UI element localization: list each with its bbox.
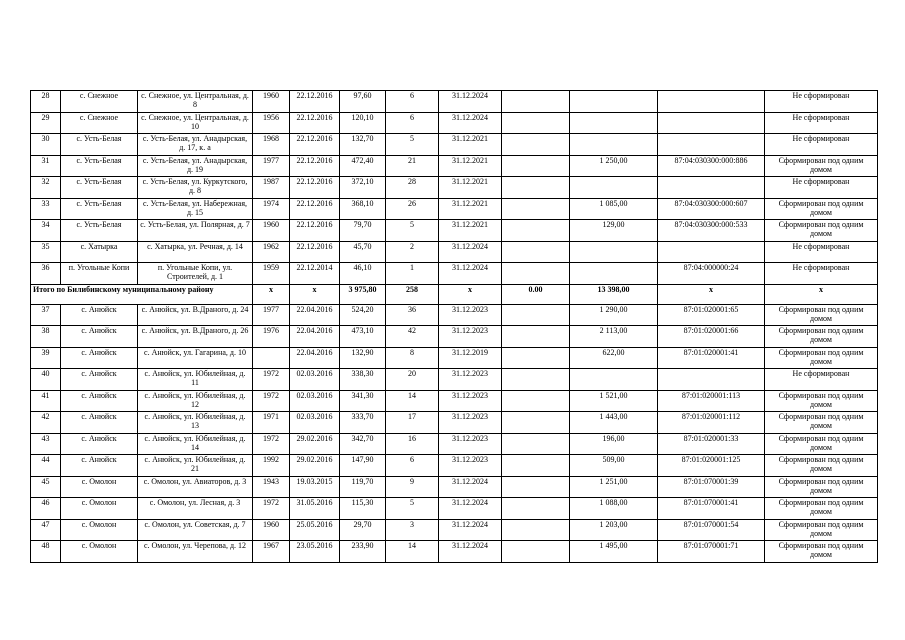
table-row	[31, 433, 878, 455]
cell-status: Сформирован под одним домом	[765, 433, 878, 455]
cell-cadastral: 87:01:020001:65	[658, 304, 765, 326]
cell-date: 22.12.2016	[290, 134, 340, 156]
cell-people: 1	[386, 263, 439, 285]
table-row	[31, 112, 878, 134]
cell-land-area: 1 290,00	[570, 304, 658, 326]
cell-date: 22.12.2016	[290, 91, 340, 113]
table-row	[31, 155, 878, 177]
cell-people: 9	[386, 476, 439, 498]
cell-status: Не сформирован	[765, 369, 878, 391]
cell-deadline: 31.12.2024	[439, 498, 502, 520]
cell-status: Сформирован под одним домом	[765, 347, 878, 369]
cell-year: 1967	[253, 541, 290, 563]
cell-address: с. Анюйск, ул. Юбилейная, д. 11	[138, 369, 253, 391]
cell-status: Сформирован под одним домом	[765, 390, 878, 412]
cell-year: 1943	[253, 476, 290, 498]
cell-status: Не сформирован	[765, 91, 878, 113]
cell-land-area	[570, 369, 658, 391]
cell-area: 372,10	[340, 177, 386, 199]
rows-top	[31, 91, 878, 285]
cell-people: 14	[386, 390, 439, 412]
total-c9: 0.00	[502, 284, 570, 304]
cell-deadline: 31.12.2024	[439, 519, 502, 541]
cell-settlement: с. Снежное	[61, 91, 138, 113]
cell-year: 1962	[253, 241, 290, 263]
cell-number: 33	[31, 198, 61, 220]
cell-settlement: с. Усть-Белая	[61, 134, 138, 156]
cell-c9	[502, 220, 570, 242]
cell-number: 38	[31, 326, 61, 348]
cell-cadastral: 87:04:000000:24	[658, 263, 765, 285]
cell-land-area: 129,00	[570, 220, 658, 242]
cell-c9	[502, 455, 570, 477]
cell-deadline: 31.12.2019	[439, 347, 502, 369]
cell-area: 97,60	[340, 91, 386, 113]
cell-c9	[502, 155, 570, 177]
total-label: Итого по Билибинскому муниципальному району	[31, 284, 253, 304]
cell-land-area	[570, 91, 658, 113]
cell-cadastral	[658, 91, 765, 113]
cell-settlement: с. Анюйск	[61, 390, 138, 412]
cell-year: 1972	[253, 433, 290, 455]
cell-year: 1960	[253, 220, 290, 242]
cell-status: Сформирован под одним домом	[765, 412, 878, 434]
cell-cadastral: 87:01:020001:125	[658, 455, 765, 477]
cell-address: с. Усть-Белая, ул. Анадырская, д. 19	[138, 155, 253, 177]
cell-cadastral: 87:01:020001:33	[658, 433, 765, 455]
cell-c9	[502, 134, 570, 156]
cell-number: 29	[31, 112, 61, 134]
cell-year: 1974	[253, 198, 290, 220]
cell-settlement: с. Анюйск	[61, 347, 138, 369]
cell-date: 22.12.2014	[290, 263, 340, 285]
cell-date: 02.03.2016	[290, 369, 340, 391]
cell-number: 42	[31, 412, 61, 434]
cell-cadastral	[658, 134, 765, 156]
cell-date: 22.04.2016	[290, 347, 340, 369]
cell-deadline: 31.12.2023	[439, 433, 502, 455]
cell-status: Сформирован под одним домом	[765, 498, 878, 520]
cell-c9	[502, 326, 570, 348]
cell-year: 1977	[253, 155, 290, 177]
cell-year: 1972	[253, 498, 290, 520]
cell-year: 1960	[253, 91, 290, 113]
cell-land-area: 1 521,00	[570, 390, 658, 412]
cell-c9	[502, 112, 570, 134]
table-row	[31, 91, 878, 113]
cell-address: с. Анюйск, ул. Юбилейная, д. 14	[138, 433, 253, 455]
cell-status: Не сформирован	[765, 263, 878, 285]
cell-number: 48	[31, 541, 61, 563]
cell-cadastral: 87:01:070001:41	[658, 498, 765, 520]
cell-c9	[502, 91, 570, 113]
cell-number: 36	[31, 263, 61, 285]
cell-date: 22.04.2016	[290, 326, 340, 348]
cell-number: 44	[31, 455, 61, 477]
cell-settlement: с. Хатырка	[61, 241, 138, 263]
cell-people: 6	[386, 112, 439, 134]
cell-status: Сформирован под одним домом	[765, 326, 878, 348]
cell-address: с. Снежное, ул. Центральная, д. 10	[138, 112, 253, 134]
cell-address: с. Омолон, ул. Черепова, д. 12	[138, 541, 253, 563]
cell-date: 22.12.2016	[290, 220, 340, 242]
table-row	[31, 304, 878, 326]
table-row	[31, 220, 878, 242]
cell-c9	[502, 304, 570, 326]
cell-address: с. Омолон, ул. Лесная, д. 3	[138, 498, 253, 520]
table-row	[31, 498, 878, 520]
cell-c9	[502, 433, 570, 455]
cell-land-area: 1 085,00	[570, 198, 658, 220]
cell-address: с. Анюйск, ул. Юбилейная, д. 12	[138, 390, 253, 412]
cell-status: Не сформирован	[765, 134, 878, 156]
cell-cadastral	[658, 112, 765, 134]
cell-settlement: с. Омолон	[61, 519, 138, 541]
cell-settlement: с. Омолон	[61, 541, 138, 563]
cell-status: Не сформирован	[765, 112, 878, 134]
cell-people: 6	[386, 91, 439, 113]
cell-cadastral: 87:01:070001:71	[658, 541, 765, 563]
cell-people: 21	[386, 155, 439, 177]
cell-deadline: 31.12.2021	[439, 220, 502, 242]
cell-c9	[502, 390, 570, 412]
cell-address: с. Снежное, ул. Центральная, д. 8	[138, 91, 253, 113]
cell-c9	[502, 177, 570, 199]
cell-deadline: 31.12.2024	[439, 263, 502, 285]
cell-people: 16	[386, 433, 439, 455]
cell-land-area	[570, 263, 658, 285]
table-row	[31, 347, 878, 369]
cell-number: 37	[31, 304, 61, 326]
table-row	[31, 326, 878, 348]
cell-land-area: 1 203,00	[570, 519, 658, 541]
cell-year: 1987	[253, 177, 290, 199]
cell-c9	[502, 541, 570, 563]
table-row	[31, 541, 878, 563]
table-row	[31, 412, 878, 434]
cell-area: 524,20	[340, 304, 386, 326]
cell-area: 29,70	[340, 519, 386, 541]
table-row	[31, 519, 878, 541]
total-deadline: х	[439, 284, 502, 304]
cell-year: 1972	[253, 369, 290, 391]
cell-land-area: 622,00	[570, 347, 658, 369]
cell-cadastral: 87:01:020001:41	[658, 347, 765, 369]
cell-year	[253, 347, 290, 369]
cell-number: 32	[31, 177, 61, 199]
cell-deadline: 31.12.2021	[439, 134, 502, 156]
cell-area: 341,30	[340, 390, 386, 412]
cell-date: 29.02.2016	[290, 433, 340, 455]
cell-number: 35	[31, 241, 61, 263]
cell-area: 473,10	[340, 326, 386, 348]
cell-land-area: 509,00	[570, 455, 658, 477]
cell-people: 17	[386, 412, 439, 434]
cell-status: Сформирован под одним домом	[765, 198, 878, 220]
cell-deadline: 31.12.2023	[439, 412, 502, 434]
total-date: х	[290, 284, 340, 304]
cell-area: 46,10	[340, 263, 386, 285]
cell-date: 22.12.2016	[290, 112, 340, 134]
cell-number: 28	[31, 91, 61, 113]
cell-cadastral: 87:04:030300:000:886	[658, 155, 765, 177]
cell-people: 26	[386, 198, 439, 220]
cell-address: с. Омолон, ул. Советская, д. 7	[138, 519, 253, 541]
cell-land-area: 1 088,00	[570, 498, 658, 520]
cell-area: 338,30	[340, 369, 386, 391]
cell-status: Не сформирован	[765, 241, 878, 263]
cell-address: с. Омолон, ул. Авиаторов, д. 3	[138, 476, 253, 498]
cell-c9	[502, 198, 570, 220]
total-row	[31, 284, 878, 304]
cell-settlement: с. Анюйск	[61, 304, 138, 326]
cell-area: 472,40	[340, 155, 386, 177]
total-land-area: 13 398,00	[570, 284, 658, 304]
cell-area: 120,10	[340, 112, 386, 134]
total-year: х	[253, 284, 290, 304]
cell-address: с. Анюйск, ул. В.Драного, д. 24	[138, 304, 253, 326]
cell-people: 5	[386, 220, 439, 242]
cell-address: с. Анюйск, ул. В.Драного, д. 26	[138, 326, 253, 348]
cell-cadastral: 87:01:020001:112	[658, 412, 765, 434]
housing-table	[30, 90, 878, 563]
cell-status: Сформирован под одним домом	[765, 155, 878, 177]
cell-date: 25.05.2016	[290, 519, 340, 541]
cell-area: 115,30	[340, 498, 386, 520]
cell-area: 333,70	[340, 412, 386, 434]
cell-status: Сформирован под одним домом	[765, 304, 878, 326]
cell-deadline: 31.12.2024	[439, 241, 502, 263]
cell-cadastral	[658, 177, 765, 199]
cell-cadastral: 87:01:070001:39	[658, 476, 765, 498]
cell-land-area: 1 443,00	[570, 412, 658, 434]
cell-year: 1959	[253, 263, 290, 285]
cell-date: 22.12.2016	[290, 155, 340, 177]
cell-c9	[502, 476, 570, 498]
cell-year: 1960	[253, 519, 290, 541]
cell-people: 36	[386, 304, 439, 326]
rows-bottom	[31, 304, 878, 562]
cell-cadastral	[658, 241, 765, 263]
cell-number: 47	[31, 519, 61, 541]
cell-c9	[502, 369, 570, 391]
cell-address: с. Анюйск, ул. Юбилейная, д. 21	[138, 455, 253, 477]
cell-address: с. Анюйск, ул. Гагарина, д. 10	[138, 347, 253, 369]
cell-address: п. Угольные Копи, ул. Строителей, д. 1	[138, 263, 253, 285]
table-row	[31, 263, 878, 285]
cell-settlement: с. Снежное	[61, 112, 138, 134]
cell-area: 132,90	[340, 347, 386, 369]
cell-settlement: с. Усть-Белая	[61, 155, 138, 177]
cell-people: 14	[386, 541, 439, 563]
cell-number: 34	[31, 220, 61, 242]
cell-cadastral: 87:01:020001:113	[658, 390, 765, 412]
cell-deadline: 31.12.2021	[439, 177, 502, 199]
table-row	[31, 198, 878, 220]
table-row	[31, 390, 878, 412]
cell-date: 02.03.2016	[290, 390, 340, 412]
cell-cadastral: 87:04:030300:000:607	[658, 198, 765, 220]
cell-status: Сформирован под одним домом	[765, 476, 878, 498]
cell-people: 2	[386, 241, 439, 263]
cell-settlement: с. Усть-Белая	[61, 220, 138, 242]
cell-cadastral: 87:04:030300:000:533	[658, 220, 765, 242]
cell-people: 20	[386, 369, 439, 391]
cell-status: Сформирован под одним домом	[765, 455, 878, 477]
cell-address: с. Усть-Белая, ул. Полярная, д. 7	[138, 220, 253, 242]
cell-date: 22.12.2016	[290, 177, 340, 199]
cell-land-area	[570, 177, 658, 199]
cell-cadastral: 87:01:020001:66	[658, 326, 765, 348]
cell-date: 23.05.2016	[290, 541, 340, 563]
cell-land-area: 1 250,00	[570, 155, 658, 177]
cell-settlement: с. Анюйск	[61, 326, 138, 348]
cell-address: с. Усть-Белая, ул. Куркутского, д. 8	[138, 177, 253, 199]
cell-people: 28	[386, 177, 439, 199]
cell-settlement: с. Омолон	[61, 476, 138, 498]
cell-c9	[502, 498, 570, 520]
total-status: х	[765, 284, 878, 304]
cell-land-area: 1 251,00	[570, 476, 658, 498]
cell-year: 1992	[253, 455, 290, 477]
cell-date: 29.02.2016	[290, 455, 340, 477]
cell-c9	[502, 241, 570, 263]
cell-number: 41	[31, 390, 61, 412]
cell-number: 31	[31, 155, 61, 177]
cell-area: 119,70	[340, 476, 386, 498]
table-row	[31, 369, 878, 391]
cell-address: с. Анюйск, ул. Юбилейная, д. 13	[138, 412, 253, 434]
cell-land-area: 2 113,00	[570, 326, 658, 348]
cell-number: 45	[31, 476, 61, 498]
cell-deadline: 31.12.2021	[439, 198, 502, 220]
cell-people: 3	[386, 519, 439, 541]
cell-deadline: 31.12.2023	[439, 304, 502, 326]
cell-people: 8	[386, 347, 439, 369]
cell-area: 79,70	[340, 220, 386, 242]
cell-status: Сформирован под одним домом	[765, 519, 878, 541]
cell-year: 1971	[253, 412, 290, 434]
cell-deadline: 31.12.2023	[439, 455, 502, 477]
cell-land-area	[570, 112, 658, 134]
table-row	[31, 455, 878, 477]
cell-number: 46	[31, 498, 61, 520]
cell-land-area: 196,00	[570, 433, 658, 455]
cell-date: 19.03.2015	[290, 476, 340, 498]
cell-area: 342,70	[340, 433, 386, 455]
cell-number: 30	[31, 134, 61, 156]
cell-date: 22.04.2016	[290, 304, 340, 326]
cell-settlement: п. Угольные Копи	[61, 263, 138, 285]
cell-area: 45,70	[340, 241, 386, 263]
total-area: 3 975,80	[340, 284, 386, 304]
cell-land-area	[570, 241, 658, 263]
cell-status: Не сформирован	[765, 177, 878, 199]
cell-land-area	[570, 134, 658, 156]
cell-status: Сформирован под одним домом	[765, 220, 878, 242]
cell-date: 02.03.2016	[290, 412, 340, 434]
cell-date: 22.12.2016	[290, 241, 340, 263]
cell-people: 6	[386, 455, 439, 477]
cell-number: 40	[31, 369, 61, 391]
cell-settlement: с. Анюйск	[61, 369, 138, 391]
cell-area: 233,90	[340, 541, 386, 563]
cell-address: с. Хатырка, ул. Речная, д. 14	[138, 241, 253, 263]
cell-deadline: 31.12.2024	[439, 541, 502, 563]
cell-deadline: 31.12.2023	[439, 390, 502, 412]
cell-status: Сформирован под одним домом	[765, 541, 878, 563]
cell-year: 1976	[253, 326, 290, 348]
total-people: 258	[386, 284, 439, 304]
cell-people: 42	[386, 326, 439, 348]
cell-year: 1977	[253, 304, 290, 326]
cell-address: с. Усть-Белая, ул. Набережная, д. 15	[138, 198, 253, 220]
cell-deadline: 31.12.2023	[439, 369, 502, 391]
cell-date: 22.12.2016	[290, 198, 340, 220]
cell-deadline: 31.12.2024	[439, 112, 502, 134]
cell-year: 1972	[253, 390, 290, 412]
cell-c9	[502, 263, 570, 285]
cell-deadline: 31.12.2023	[439, 326, 502, 348]
cell-deadline: 31.12.2024	[439, 476, 502, 498]
cell-number: 43	[31, 433, 61, 455]
cell-settlement: с. Анюйск	[61, 433, 138, 455]
cell-year: 1956	[253, 112, 290, 134]
cell-settlement: с. Анюйск	[61, 455, 138, 477]
cell-number: 39	[31, 347, 61, 369]
cell-land-area: 1 495,00	[570, 541, 658, 563]
cell-cadastral: 87:01:070001:54	[658, 519, 765, 541]
table-row	[31, 476, 878, 498]
cell-c9	[502, 412, 570, 434]
cell-date: 31.05.2016	[290, 498, 340, 520]
cell-year: 1968	[253, 134, 290, 156]
cell-deadline: 31.12.2021	[439, 155, 502, 177]
total-cadastral: х	[658, 284, 765, 304]
cell-area: 147,90	[340, 455, 386, 477]
cell-settlement: с. Анюйск	[61, 412, 138, 434]
cell-cadastral	[658, 369, 765, 391]
cell-settlement: с. Омолон	[61, 498, 138, 520]
cell-deadline: 31.12.2024	[439, 91, 502, 113]
cell-settlement: с. Усть-Белая	[61, 177, 138, 199]
cell-people: 5	[386, 498, 439, 520]
cell-people: 5	[386, 134, 439, 156]
cell-area: 132,70	[340, 134, 386, 156]
cell-address: с. Усть-Белая, ул. Анадырская, д. 17, к. а	[138, 134, 253, 156]
cell-c9	[502, 519, 570, 541]
cell-area: 368,10	[340, 198, 386, 220]
table-row	[31, 241, 878, 263]
cell-c9	[502, 347, 570, 369]
table-row	[31, 134, 878, 156]
table-row	[31, 177, 878, 199]
cell-settlement: с. Усть-Белая	[61, 198, 138, 220]
